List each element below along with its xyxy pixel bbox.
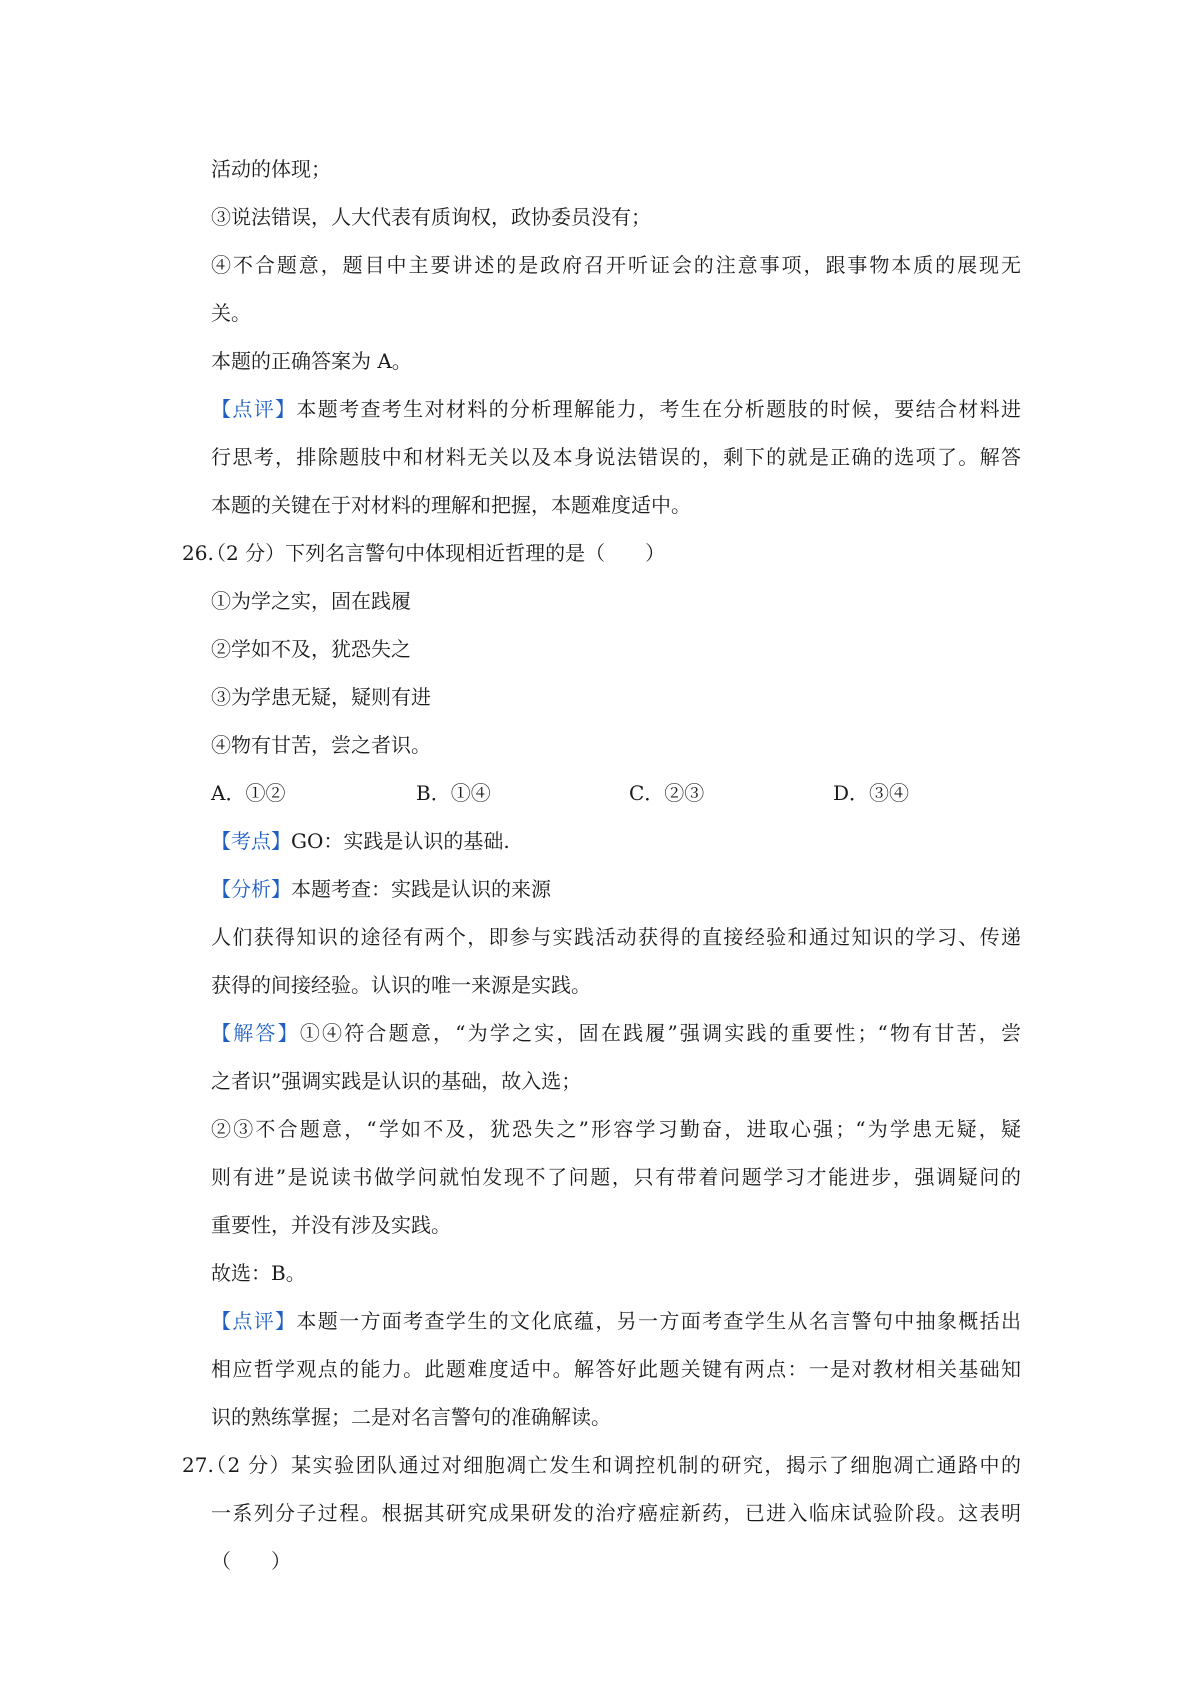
text-line: 关。 xyxy=(211,301,251,325)
answer-line: 故选：B。 xyxy=(211,1261,306,1285)
quote-item: ①为学之实，固在践履 xyxy=(211,589,411,613)
text-line: ④不合题意，题目中主要讲述的是政府召开听证会的注意事项，跟事物本质的展现无 xyxy=(211,253,1021,277)
text-line: 重要性，并没有涉及实践。 xyxy=(211,1213,451,1237)
question-stem: （2 分）某实验团队通过对细胞凋亡发生和调控机制的研究，揭示了细胞凋亡通路中的 xyxy=(206,1453,1021,1477)
option-d: D．③④ xyxy=(833,781,910,805)
quote-item: ④物有甘苦，尝之者识。 xyxy=(211,733,431,757)
fenxi-text: 本题考查：实践是认识的来源 xyxy=(291,877,551,901)
text-line: 人们获得知识的途径有两个，即参与实践活动获得的直接经验和通过知识的学习、传递 xyxy=(211,925,1021,949)
text-line: ③说法错误，人大代表有质询权，政协委员没有； xyxy=(211,205,651,229)
review-line: 识的熟练掌握；二是对名言警句的准确解读。 xyxy=(211,1405,611,1429)
jieda-tag: 【解答】 xyxy=(211,1021,300,1045)
jieda-text: ①④符合题意，“为学之实，固在践履”强调实践的重要性；“物有甘苦，尝 xyxy=(299,1021,1021,1045)
review-line: 本题的关键在于对材料的理解和把握，本题难度适中。 xyxy=(211,493,691,517)
review-tag: 【点评】 xyxy=(211,1309,297,1333)
review-line xyxy=(211,1307,1021,1335)
question-stem: 一系列分子过程。根据其研究成果研发的治疗癌症新药，已进入临床试验阶段。这表明 xyxy=(211,1501,1021,1525)
kaodian-tag: 【考点】 xyxy=(211,829,291,853)
option-b: B．①④ xyxy=(416,781,491,805)
review-tag: 【点评】 xyxy=(211,397,297,421)
review-line: 行思考，排除题肢中和材料无关以及本身说法错误的，剩下的就是正确的选项了。解答 xyxy=(211,445,1021,469)
fenxi-tag: 【分析】 xyxy=(211,877,291,901)
option-a: A．①② xyxy=(211,781,286,805)
text-line: 则有进”是说读书做学问就怕发现不了问题，只有带着问题学习才能进步，强调疑问的 xyxy=(211,1165,1021,1189)
review-text: 本题一方面考查学生的文化底蕴，另一方面考查学生从名言警句中抽象概括出 xyxy=(296,1309,1022,1333)
quote-item: ③为学患无疑，疑则有进 xyxy=(211,685,431,709)
question-stem: （ ） xyxy=(211,1549,291,1573)
text-line: 活动的体现； xyxy=(211,157,331,181)
text-line: 之者识”强调实践是认识的基础，故入选； xyxy=(211,1069,582,1093)
answer-line: 本题的正确答案为 A。 xyxy=(211,349,412,373)
jieda-line xyxy=(211,1019,1021,1047)
quote-item: ②学如不及，犹恐失之 xyxy=(211,637,411,661)
kaodian-line xyxy=(211,827,510,855)
question-number: 27. xyxy=(182,1453,214,1477)
question-stem: （2 分）下列名言警句中体现相近哲理的是（ ） xyxy=(206,541,666,565)
option-c: C．②③ xyxy=(629,781,705,805)
text-line: ②③不合题意，“学如不及，犹恐失之”形容学习勤奋，进取心强；“为学患无疑，疑 xyxy=(211,1117,1021,1141)
review-text: 本题考查考生对材料的分析理解能力，考生在分析题肢的时候，要结合材料进 xyxy=(296,397,1022,421)
review-line xyxy=(211,395,1021,423)
review-line: 相应哲学观点的能力。此题难度适中。解答好此题关键有两点：一是对教材相关基础知 xyxy=(211,1357,1021,1381)
question-number: 26. xyxy=(182,541,214,565)
fenxi-line xyxy=(211,875,551,903)
text-line: 获得的间接经验。认识的唯一来源是实践。 xyxy=(211,973,591,997)
kaodian-text: GO：实践是认识的基础. xyxy=(291,829,510,853)
